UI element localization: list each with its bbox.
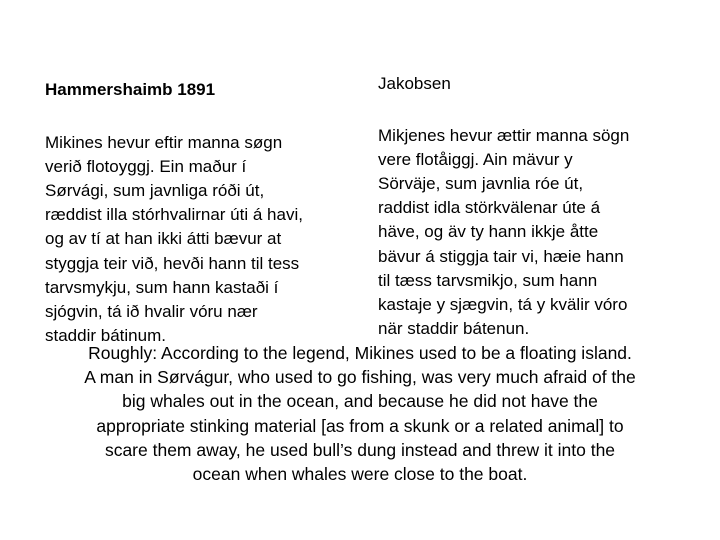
jakobsen-text: Mikjenes hevur ættir manna sögn vere flotåiggj. Ain mävur y Sörväje, sum javnlia róe út, raddist idla störkvälenar úte á häve, og äv ty hann ikkje åtte bävur á stiggja tair vi, hæie hann til tæss tarvsmikjo, sum hann kastaje y sjægvin, tá y kvälir vóro när staddir bátenun. — [378, 125, 630, 339]
jakobsen-heading: Jakobsen — [378, 74, 451, 94]
hammershaimb-column — [45, 54, 365, 373]
jakobsen-column — [378, 48, 708, 366]
hammershaimb-text: Mikines hevur eftir manna søgn verið flotoyggj. Ein maður í Sørvági, sum javnliga róði út, ræddist illa stórhvalirnar úti á havi, og av tí at han ikki átti bævur at styggja teir við, hevði hann til tess tarvsmykju, sum hann kastaði í sjógvin, tá ið hvalir vóru nær staddir bátinum. — [45, 132, 303, 346]
english-summary: Roughly: According to the legend, Mikines used to be a floating island. A man in Sørvágur, who used to go fishing, was very much afraid of the big whales out in the ocean, and because he did not have the appropriate stinking material [as from a skunk or a related animal] to scare them away, he used bull’s dung instead and threw it into the ocean when whales were close to the boat. — [84, 343, 636, 485]
hammershaimb-heading: Hammershaimb 1891 — [45, 80, 216, 100]
